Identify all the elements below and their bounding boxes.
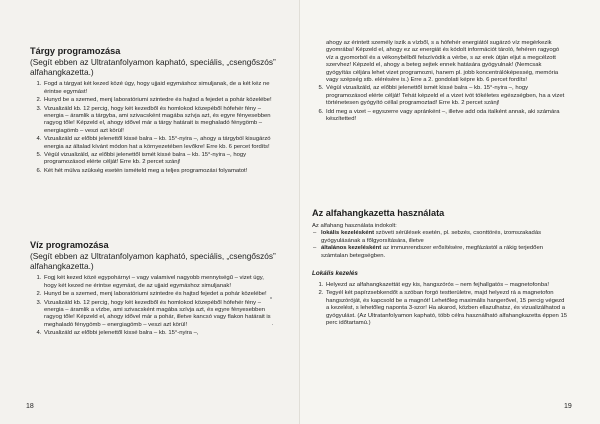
step-list <box>30 81 278 175</box>
list-item: 2. Hunyd be a szemed, menj laboratóriumi szintedre és hajtsd a fejedet a pohár közelébe! <box>43 97 278 104</box>
list-item <box>321 230 568 245</box>
section-subtitle: (Segít ebben az Ultratanfolyamon kapható, speciális, „csengőszós” alfahangkazetta.) <box>30 251 276 272</box>
list-item: 6. Két hét múlva szükség esetén ismételd meg a teljes programozási folyamatot! <box>43 168 278 175</box>
list-item-text: szöveti sérülések esetén, pl. sebzés, csonttörés, izomszakadás gyógyulásának a főlgyorsítására, illetve <box>321 230 542 244</box>
step-list <box>312 282 568 327</box>
list-item: 6. Idd meg a vizet – egyszerre vagy apránként –, illetve add oda italként annak, aki számára készítetted! <box>325 109 568 124</box>
continued-steps <box>312 40 568 124</box>
list-item: 3. Vizualizáld kb. 12 percig, hogy két kezedből és homlokod közepéből hófehér fény – energia – áramlik a tárgyba, ami szivacsként magába szívja azt, és egyre fényesebben ragyog tőle! Képzeld el, ahogy idővel már a tárgy határait is meghaladó fénygömb – energiagömb – veszi azt körül! <box>43 106 278 136</box>
section-title: Tárgy programozása <box>30 46 121 56</box>
right-page <box>300 0 600 424</box>
list-item-bold: lokális kezelésként <box>321 230 375 237</box>
page-number: 19 <box>564 403 572 410</box>
list-item: 2. Hunyd be a szemed, menj laboratóriumi szintedre és hajtsd fejedet a pohár közelébe! <box>43 291 278 298</box>
list-item: 2. Tegyél két papírzsebkendőt a szóban forgó testterületre, majd helyezd rá a magnetofon hangszóróját, és kapcsold be a magnót! Lehetőleg maximális hangerővel, 15 percig végezd a kezelést, s lehetőleg naponta 3-szor! Ha akarod, közben ellazulhatsz, és vizualizálhatod a gyógyulást. (Az Ultratanfolyamon kapható, több célra használható alfahangkazetta éppen 15 perc időtartamú.) <box>325 290 568 327</box>
section-object-programming <box>30 46 278 176</box>
list-item: 4. Vizualizáld az előbbi jelenettől kissé balra – kb. 15°-nyira –, <box>43 330 278 337</box>
list-item: 1. Fogj két kezed közé egypohárnyi – vagy valamivel nagyobb mennyiségű – vizet úgy, hogy két kezed ne érintse egymást, de az ujjaid egymáshoz simuljanak! <box>43 275 278 290</box>
list-item: 5. Végül vizualizáld, az előbbi jelenettől ismét kissé balra – kb. 15°-nyira –, hogy programozásod elérte célját! Tehát képzeld el a vizet ivót tökéletes egészségben, ha a vizet történetesen gyógyító céllal programoztad! Erre kb. 2 percet szánj! <box>325 85 568 107</box>
scan-speck <box>272 324 273 325</box>
step-list <box>30 275 278 337</box>
list-item: 3. Vizualizáld kb. 12 percig, hogy két kezedből és homlokod közepéből hófehér fény – energia – áramlik a vízbe, ami szivacsként magába szívja azt, és egyre fényesebben ragyog tőle! Képzeld el, ahogy idővel már a pohár, illetve kancsó vagy flakon határait is meghaladó fénygömb – energiagömb – veszi azt körül! <box>43 300 278 330</box>
section-alpha-cassette <box>312 208 568 328</box>
list-item-bold: általános kezelésként <box>321 245 382 252</box>
section-water-programming <box>30 240 278 339</box>
section-intro: Az alfahang használata indokolt: <box>312 223 397 229</box>
list-item: 1. Helyezd az alfahangkazettát egy kis, hangszórós – nem fejhallgatós – magnetofonba! <box>325 282 568 289</box>
section-title: Az alfahangkazetta használata <box>312 208 445 218</box>
list-item <box>321 245 568 260</box>
subheading: Lokális kezelés <box>312 270 358 278</box>
list-item: 4. Vizualizáld az előbbi jelenettől kissé balra – kb. 15°-nyira –, ahogy a tárgyból kisugárzó energia az általad kívánt módon hat a környezetében levőkre! Erre kb. 6 percet fordíts! <box>43 136 278 151</box>
continued-step-text: ahogy az érintett személy iszik a vízből, s a hófehér energiától sugárzó víz megérkezik gyomrába! Képzeld el, ahogy ez az energiát és kódolt információt tároló, fehéren ragyogó víz a gyomorból és a vékonybélből felszívódik a vérbe, s az erek útján eljut a megcélzott szervhez! Képzeld el, ahogy a beteg sejtek ennek hatására gyógyulnak! (Nemcsak gyógyítás céljára lehet vizet programozni, hanem pl. jobb koncentrálóképesség, memória vagy szépség stb. elérésére is.) Erre a 2. gondolati képre kb. 6 percet fordíts! <box>326 40 560 84</box>
list-item-text: az immunrendszer erősítésére, megfázástól a rákig terjedően számtalan betegségben. <box>321 245 543 259</box>
step-list <box>312 85 568 123</box>
page-number: 18 <box>26 403 34 410</box>
usage-list <box>312 230 568 260</box>
scan-speck <box>270 297 272 299</box>
section-title: Víz programozása <box>30 240 109 250</box>
list-item: 1. Fogd a tárgyat két kezed közé úgy, hogy ujjaid egymáshoz simuljanak, de a két kéz ne érintse egymást! <box>43 81 278 96</box>
section-subtitle: (Segít ebben az Ultratanfolyamon kapható, speciális, „csengőszós” alfahangkazetta.) <box>30 57 276 78</box>
list-item: 5. Végül vizualizáld, az előbbi jelenettől ismét kissé balra – kb. 15°-nyira –, hogy programozásod elérte célját! Erre kb. 2 percet szánj! <box>43 152 278 167</box>
